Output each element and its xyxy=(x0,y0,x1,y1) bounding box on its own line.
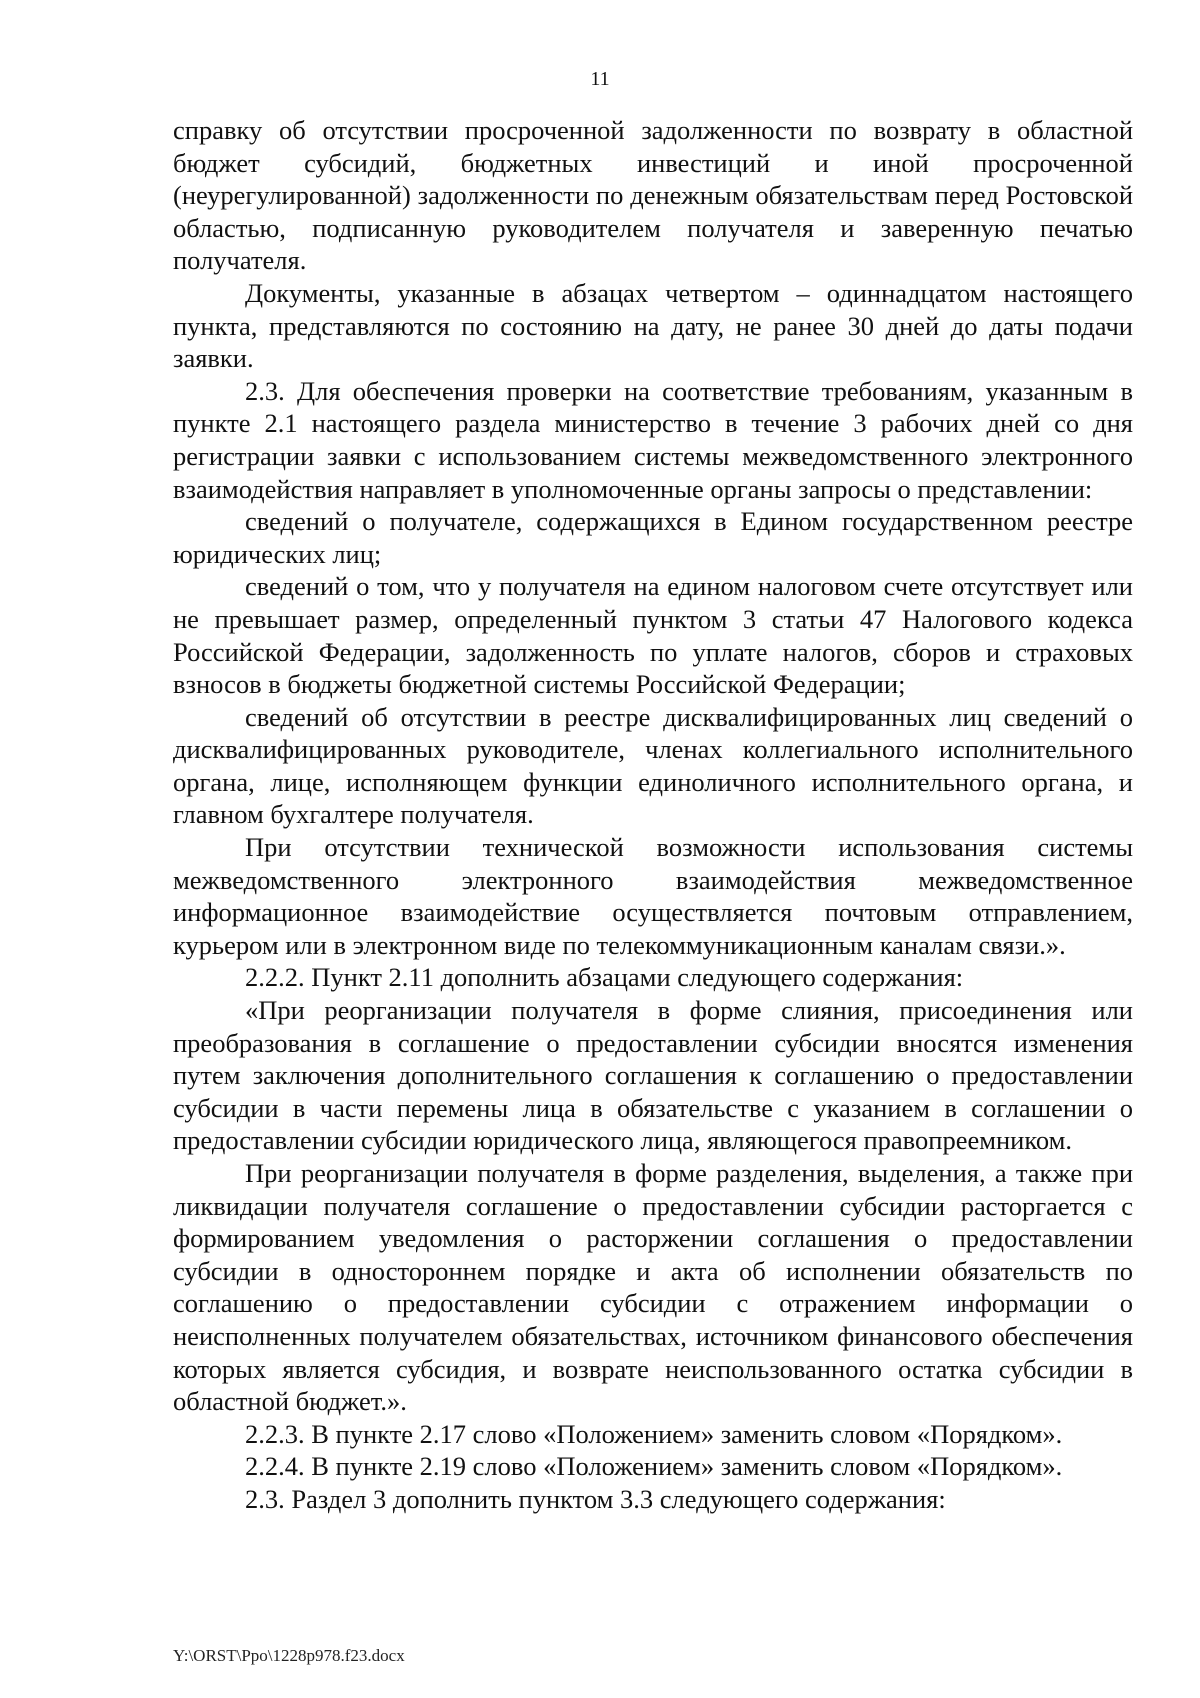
paragraph-2-2-2: 2.2.2. Пункт 2.11 дополнить абзацами следующего содержания: xyxy=(245,962,964,993)
paragraph-documents-date: Документы, указанные в абзацах четвертом – одиннадцатом настоящего пункта, представляются по состоянию на дату, не ранее 30 дней до даты подачи заявки. xyxy=(173,277,1133,374)
page-number: 11 xyxy=(590,68,610,90)
paragraph-egrul-info: сведений о получателе, содержащихся в Едином государственном реестре юридических лиц; xyxy=(173,506,1133,569)
paragraph-reorganization-division: При реорганизации получателя в форме разделения, выделения, а также при ликвидации получателя соглашение о предоставлении субсидии расторгается с формированием уведомления о расторжении соглашения о предоставлении субсидии в одностороннем порядке и акта об исполнении обязательств по соглашению о предоставлении субсидии с отражением информации о неисполненных получателем обязательствах, источником финансового обеспечения которых является субсидия, и возврате неиспользованного остатка субсидии в областной бюджет.». xyxy=(173,1158,1133,1417)
paragraph-reorganization-merger: «При реорганизации получателя в форме слияния, присоединения или преобразования в соглашение о предоставлении субсидии вносятся изменения путем заключения дополнительного соглашения к соглашению о предоставлении субсидии в части перемены лица в обязательстве с указанием в соглашении о предоставлении субсидии юридического лица, являющегося правопреемником. xyxy=(173,995,1133,1156)
paragraph-2-3-requests: 2.3. Для обеспечения проверки на соответствие требованиям, указанным в пункте 2.1 настоящего раздела министерство в течение 3 рабочих дней со дня регистрации заявки с использованием системы межведомственного электронного взаимодействия направляет в уполномоченные органы запросы о представлении: xyxy=(173,375,1133,504)
paragraph-no-technical-possibility: При отсутствии технической возможности использования системы межведомственного электронного взаимодействия межведомственное информационное взаимодействие осуществляется почтовым отправлением, курьером или в электронном виде по телекоммуникационным каналам связи.». xyxy=(173,832,1133,960)
paragraph-certificate-continuation: справку об отсутствии просроченной задолженности по возврату в областной бюджет субсидий, бюджетных инвестиций и иной просроченной (неурегулированной) задолженности по денежным обязательствам перед Ростовской областью, подписанную руководителем получателя и заверенную печатью получателя. xyxy=(173,115,1133,276)
paragraph-2-2-4: 2.2.4. В пункте 2.19 слово «Положением» заменить словом «Порядком». xyxy=(245,1451,1063,1482)
paragraph-disqualified-info: сведений об отсутствии в реестре дисквалифицированных лиц сведений о дисквалифицированных руководителе, членах коллегиального исполнительного органа, лице, исполняющем функции единоличного исполнительного органа, и главном бухгалтере получателя. xyxy=(173,701,1133,830)
paragraph-2-2-3: 2.2.3. В пункте 2.17 слово «Положением» заменить словом «Порядком». xyxy=(245,1418,1063,1449)
paragraph-2-3-section-3: 2.3. Раздел 3 дополнить пунктом 3.3 следующего содержания: xyxy=(245,1483,946,1514)
paragraph-tax-debt-info: сведений о том, что у получателя на едином налоговом счете отсутствует или не превышает размер, определенный пунктом 3 статьи 47 Налогового кодекса Российской Федерации, задолженность по уплате налогов, сборов и страховых взносов в бюджеты бюджетной системы Российской Федерации; xyxy=(173,571,1133,700)
document-body xyxy=(173,114,1133,1516)
footer-file-path: Y:\ORST\Ppo\1228p978.f23.docx xyxy=(173,1646,405,1665)
